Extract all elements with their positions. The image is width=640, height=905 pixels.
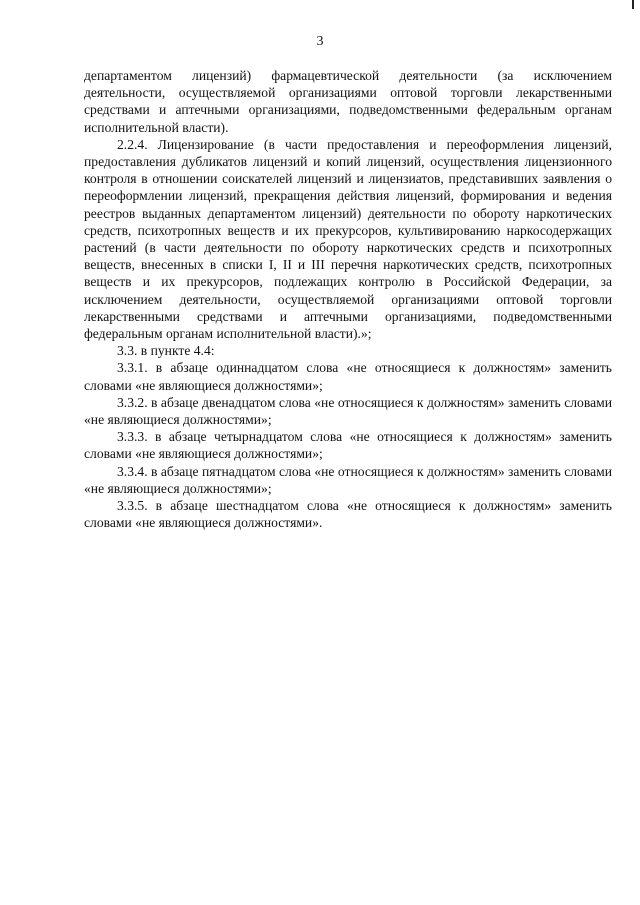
paragraph-continuation: департаментом лицензий) фармацевтической деятельности (за исключением деятельности, осуществляемой организациями оптовой торговли лекарственными средствами и аптечными организациями, подведомственными федеральным органам исполнительной власти). (84, 68, 612, 135)
page-number: 3 (316, 34, 324, 49)
paragraph-3-3-2: 3.3.2. в абзаце двенадцатом слова «не относящиеся к должностям» заменить словами «не являющиеся должностями»; (84, 394, 612, 428)
paragraph-3-3-5: 3.3.5. в абзаце шестнадцатом слова «не относящиеся к должностям» заменить словами «не являющиеся должностями». (84, 498, 612, 531)
paragraph-2-2-4: 2.2.4. Лицензирование (в части предоставления и переоформления лицензий, предоставления дубликатов лицензий и копий лицензий, осуществления лицензионного контроля в отношении соискателей лицензий и лицензиатов, представивших заявления о переоформлении лицензий, прекращения действия лицензий, формирования и ведения реестров выданных департаментом лицензий) деятельности по обороту наркотических средств, психотропных веществ и их прекурсоров, культивированию наркосодержащих растений (в части деятельности по обороту наркотических средств и психотропных веществ, внесенных в списки I, II и III перечня наркотических средств, психотропных веществ и их прекурсоров, подлежащих контролю в Российской Федерации, за исключением деятельности, осуществляемой организациями оптовой торговли лекарственными средствами и аптечными организациями, подведомственными федеральным органам исполнительной власти).»; (84, 136, 612, 342)
paragraph-3-3: 3.3. в пункте 4.4: (117, 343, 215, 359)
paragraph-3-3-4: 3.3.4. в абзаце пятнадцатом слова «не относящиеся к должностям» заменить словами «не являющиеся должностями»; (84, 463, 612, 496)
corner-mark (632, 0, 634, 9)
paragraph-3-3-1: 3.3.1. в абзаце одиннадцатом слова «не относящиеся к должностям» заменить словами «не являющиеся должностями»; (84, 360, 612, 393)
paragraph-3-3-3: 3.3.3. в абзаце четырнадцатом слова «не относящиеся к должностям» заменить словами «не являющиеся должностями»; (84, 429, 612, 462)
document-body (84, 67, 612, 531)
